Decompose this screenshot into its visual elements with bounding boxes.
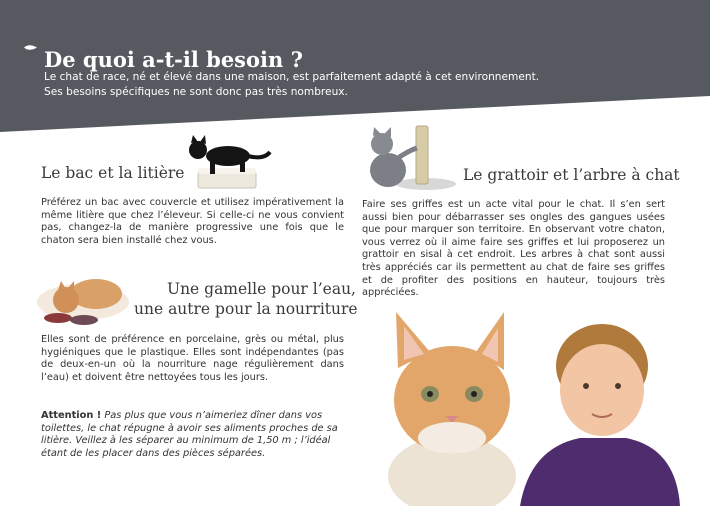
bowls-text: Elles sont de préférence en porcelaine, grès ou métal, plus hygiéniques que le plastique. Elles sont indépendantes (pas de deux-en-un où la nourriture nage régulièrement dans l’eau) et doivent être nettoyées tous les jours.	[41, 334, 344, 383]
intro-line: Ses besoins spécifiques ne sont donc pas très nombreux.	[44, 85, 348, 98]
page-title: De quoi a-t-il besoin ?	[44, 47, 303, 73]
kitten-eating-image	[28, 268, 138, 328]
bowls-heading-line: une autre pour la nourriture	[134, 300, 358, 318]
black-cat-litter-image	[176, 134, 272, 192]
scratcher-text: Faire ses griffes est un acte vital pour le chat. Il s’en sert aussi bien pour débarrasser ses ongles des gangues usées que pour marquer son territoire. En observant votre chaton, vous verrez où il aime faire ses griffes et lui proposerez un grattoir en sisal à cet endroit. Les arbres à chat sont aussi très appréciés car ils permettent au chat de faire ses griffes et de profiter des positions en hauteur, toujours très appréciées.	[362, 199, 665, 299]
intro-text	[44, 70, 604, 99]
bowls-heading-line: Une gamelle pour l’eau,	[167, 280, 356, 298]
kitten-and-child-photo	[380, 308, 680, 506]
attention-label: Attention !	[41, 410, 102, 421]
cat-scratching-post-image	[360, 124, 456, 192]
intro-line: Le chat de race, né et élevé dans une maison, est parfaitement adapté à cet environnement.	[44, 71, 540, 83]
attention-text: Pas plus que vous n’aimeriez dîner dans vos toilettes, le chat répugne à avoir ses aliments proches de sa litière. Veillez à les séparer au minimum de 1,50 m ; l’idéal étant de les placer dans des pièces séparées.	[41, 410, 338, 459]
arrow-bullet-icon	[24, 43, 37, 52]
scratcher-heading: Le grattoir et l’arbre à chat	[463, 166, 680, 184]
attention-note	[41, 410, 346, 460]
litter-heading: Le bac et la litière	[41, 164, 185, 182]
litter-text: Préférez un bac avec couvercle et utilisez impérativement la même litière que chez l’éleveur. Si celle-ci ne vous convient pas, changez-la de manière progressive une fois que le chaton sera bien installé chez vous.	[41, 197, 344, 246]
